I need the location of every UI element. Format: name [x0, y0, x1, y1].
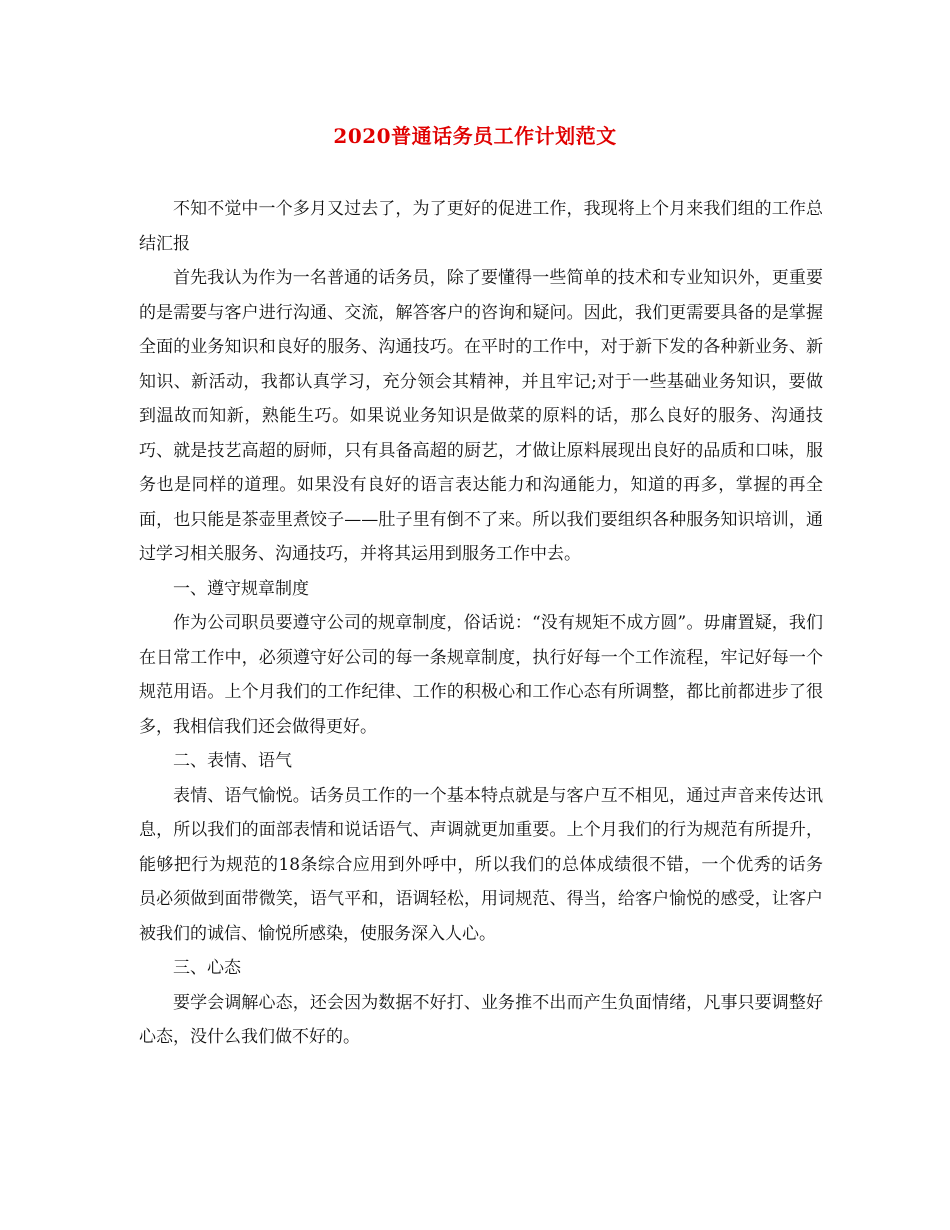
section-heading-mindset: 三、心态	[173, 958, 241, 978]
paragraph-mindset: 要学会调解心态，还会因为数据不好打、业务推不出而产生负面情绪，凡事只要调整好心态，没什么我们做不好的。	[139, 992, 823, 1047]
document-body	[139, 192, 823, 1055]
paragraph-rules: 作为公司职员要遵守公司的规章制度，俗话说：“没有规矩不成方圆”。毋庸置疑，我们在日常工作中，必须遵守好公司的每一条规章制度，执行好每一个工作流程，牢记好每一个规范用语。上个月我们的工作纪律、工作的积极心和工作心态有所调整，都比前都进步了很多，我相信我们还会做得更好。	[139, 613, 823, 737]
section-heading-rules: 一、遵守规章制度	[173, 578, 309, 599]
paragraph-expression: 表情、语气愉悦。话务员工作的一个基本特点就是与客户互不相见，通过声音来传达讯息，所以我们的面部表情和说话语气、声调就更加重要。上个月我们的行为规范有所提升，能够把行为规范的18条综合应用到外呼中，所以我们的总体成绩很不错，一个优秀的话务员必须做到面带微笑，语气平和，语调轻松，用词规范、得当，给客户愉悦的感受，让客户被我们的诚信、愉悦所感染，使服务深入人心。	[139, 785, 823, 944]
paragraph-knowledge: 首先我认为作为一名普通的话务员，除了要懂得一些简单的技术和专业知识外，更重要的是需要与客户进行沟通、交流，解答客户的咨询和疑问。因此，我们更需要具备的是掌握全面的业务知识和良好的服务、沟通技巧。在平时的工作中，对于新下发的各种新业务、新知识、新活动，我都认真学习，充分领会其精神，并且牢记;对于一些基础业务知识，要做到温故而知新，熟能生巧。如果说业务知识是做菜的原料的话，那么良好的服务、沟通技巧、就是技艺高超的厨师，只有具备高超的厨艺，才做让原料展现出良好的品质和口味，服务也是同样的道理。如果没有良好的语言表达能力和沟通能力，知道的再多，掌握的再全面，也只能是茶壶里煮饺子——肚子里有倒不了来。所以我们要组织各种服务知识培训，通过学习相关服务、沟通技巧，并将其运用到服务工作中去。	[139, 268, 823, 564]
section-heading-expression: 二、表情、语气	[173, 751, 292, 771]
paragraph-intro: 不知不觉中一个多月又过去了，为了更好的促进工作，我现将上个月来我们组的工作总结汇报	[139, 199, 823, 254]
document-title: 2020普通话务员工作计划范文	[333, 124, 617, 148]
